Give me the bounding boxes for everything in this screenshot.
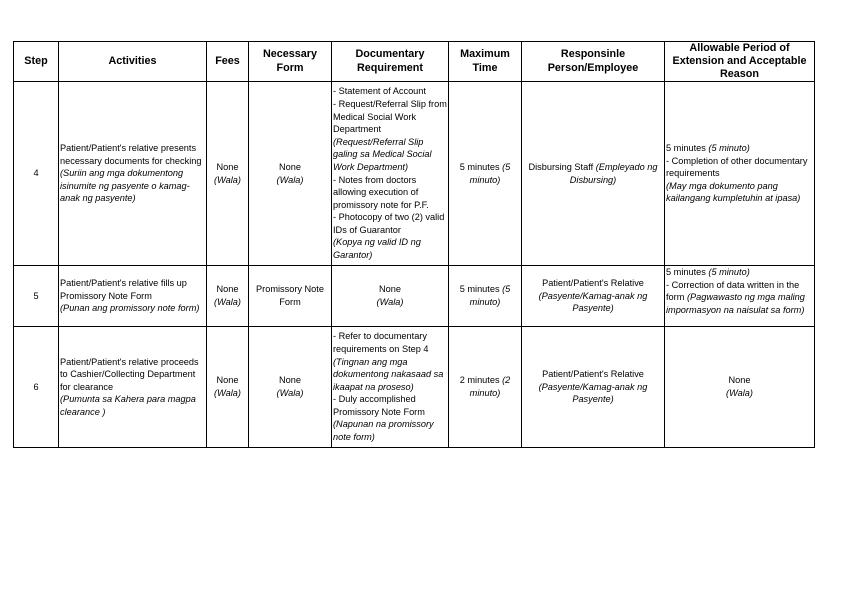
- fees-cell: None (Wala): [207, 266, 249, 327]
- allowable-period-cell: 5 minutes (5 minuto) - Completion of other documentary requirements (May mga dokumento pang kailangang kumpletuhin at ipasa): [665, 82, 815, 266]
- header-maximum-time: Maximum Time: [449, 42, 522, 82]
- table-row: [14, 266, 815, 327]
- header-allowable-period: Allowable Period of Extension and Acceptable Reason: [665, 42, 815, 82]
- maximum-time-cell: 5 minutes (5 minuto): [449, 266, 522, 327]
- header-responsible-person: Responsinle Person/Employee: [522, 42, 665, 82]
- header-activities: Activities: [59, 42, 207, 82]
- documentary-requirement-cell: None (Wala): [332, 266, 449, 327]
- step-number: 5: [14, 266, 59, 327]
- header-step: Step: [14, 42, 59, 82]
- necessary-form-cell: Promissory Note Form: [249, 266, 332, 327]
- fees-cell: None (Wala): [207, 82, 249, 266]
- allowable-period-cell: 5 minutes (5 minuto) - Correction of data written in the form (Pagwawasto ng mga maling impormasyon na naisulat sa form): [665, 266, 815, 327]
- responsible-person-cell: Disbursing Staff (Empleyado ng Disbursing): [522, 82, 665, 266]
- table-row: [14, 327, 815, 448]
- header-documentary-requirement: Documentary Requirement: [332, 42, 449, 82]
- maximum-time-cell: 2 minutes (2 minuto): [449, 327, 522, 448]
- activity-cell: Patient/Patient's relative fills up Promissory Note Form (Punan ang promissory note form): [59, 266, 207, 327]
- maximum-time-cell: 5 minutes (5 minuto): [449, 82, 522, 266]
- documentary-requirement-cell: - Refer to documentary requirements on Step 4 (Tingnan ang mga dokumentong nakasaad sa ikaapat na proseso) - Duly accomplished Promissory Note Form (Napunan na promissory note form): [332, 327, 449, 448]
- process-table: [13, 41, 815, 448]
- table-row: [14, 82, 815, 266]
- header-fees: Fees: [207, 42, 249, 82]
- allowable-period-cell: None (Wala): [665, 327, 815, 448]
- fees-cell: None (Wala): [207, 327, 249, 448]
- documentary-requirement-cell: - Statement of Account - Request/Referral Slip from Medical Social Work Department (Request/Referral Slip galing sa Medical Social Work Department) - Notes from doctors allowing execution of promissory note for P.F. - Photocopy of two (2) valid IDs of Guarantor (Kopya ng valid ID ng Garantor): [332, 82, 449, 266]
- header-row: [14, 42, 815, 82]
- responsible-person-cell: Patient/Patient's Relative (Pasyente/Kamag-anak ng Pasyente): [522, 266, 665, 327]
- activity-cell: Patient/Patient's relative proceeds to Cashier/Collecting Department for clearance (Pumunta sa Kahera para magpa clearance ): [59, 327, 207, 448]
- activity-cell: Patient/Patient's relative presents necessary documents for checking (Suriin ang mga dokumentong isinumite ng pasyente o kamag-anak ng pasyente): [59, 82, 207, 266]
- necessary-form-cell: None (Wala): [249, 327, 332, 448]
- necessary-form-cell: None (Wala): [249, 82, 332, 266]
- step-number: 6: [14, 327, 59, 448]
- responsible-person-cell: Patient/Patient's Relative (Pasyente/Kamag-anak ng Pasyente): [522, 327, 665, 448]
- step-number: 4: [14, 82, 59, 266]
- header-necessary-form: Necessary Form: [249, 42, 332, 82]
